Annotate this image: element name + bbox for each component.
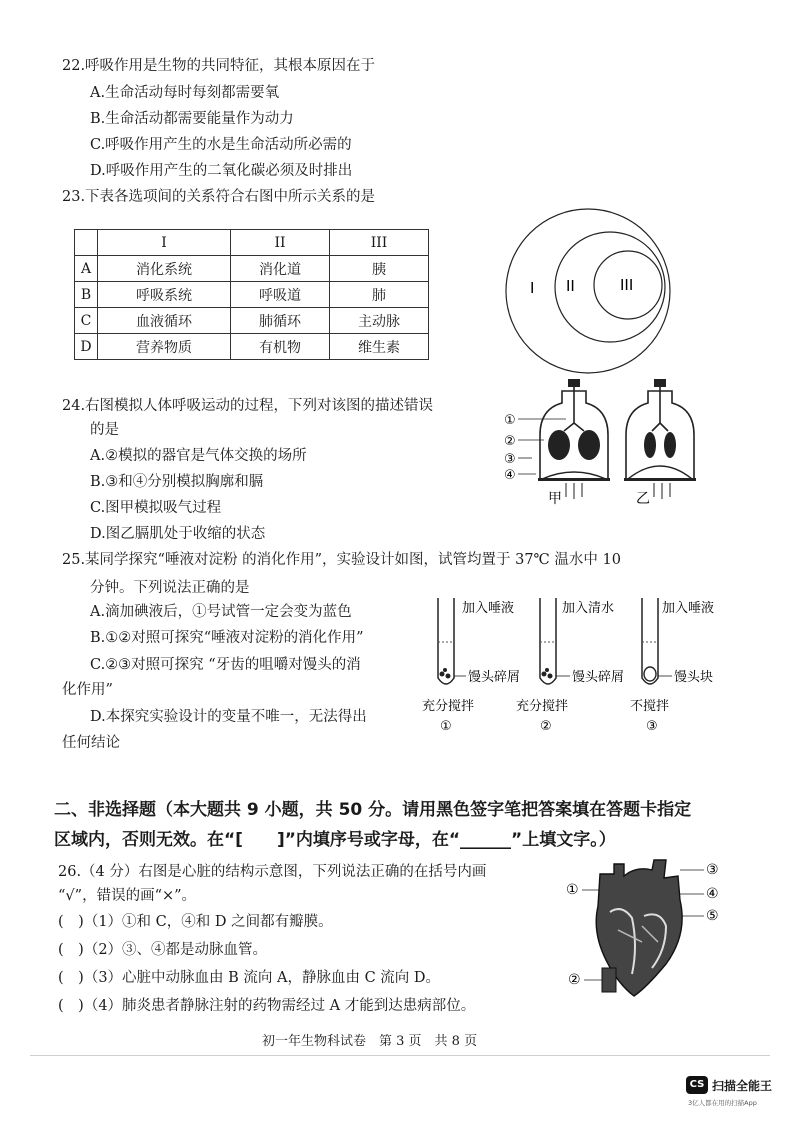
- q24-option-c: C.图甲模拟吸气过程: [90, 500, 222, 516]
- q22-option-a: A.生命活动每时每刻都需要氧: [90, 85, 280, 101]
- q26-item-4: ( )（4）肺炎患者静脉注射的药物需经过 A 才能到达患病部位。: [58, 998, 476, 1014]
- cs-logo-icon: CS: [686, 1076, 708, 1094]
- circle-label-1: I: [530, 279, 535, 297]
- q25-option-c: C.②③对照可探究 “牙齿的咀嚼对馒头的消: [90, 657, 361, 673]
- test-tubes-figure: [420, 592, 730, 742]
- tube-2-number: ②: [540, 719, 552, 734]
- figure-label-jia: 甲: [548, 491, 562, 507]
- scanner-app-name: 扫描全能王: [712, 1079, 773, 1093]
- table-cell: 主动脉: [330, 308, 429, 334]
- scanner-app-tagline: 3亿人都在用的扫描App: [688, 1099, 757, 1107]
- q26-stem-cont: “√”，错误的画“×”。: [58, 888, 197, 904]
- page-footer: 初一年生物科试卷 第 3 页 共 8 页: [262, 1034, 478, 1049]
- q26-item-3: ( )（3）心脏中动脉血由 B 流向 A，静脉血由 C 流向 D。: [58, 970, 441, 986]
- table-cell: D: [75, 334, 98, 360]
- q22-stem: 22.呼吸作用是生物的共同特征，其根本原因在于: [62, 58, 376, 74]
- heart-marker-3: ③: [706, 862, 719, 878]
- q24-option-b: B.③和④分别模拟胸廓和膈: [90, 474, 264, 490]
- footer-divider: [30, 1055, 770, 1056]
- table-header-cell: I: [98, 230, 231, 256]
- q23-table: [74, 229, 429, 360]
- table-cell: 肺: [330, 282, 429, 308]
- tube-1-side-label: 馒头碎屑: [468, 670, 521, 685]
- q25-option-b: B.①②对照可探究“唾液对淀粉的消化作用”: [90, 630, 364, 646]
- heart-marker-1: ①: [566, 882, 579, 898]
- marker-2: ②: [504, 434, 516, 449]
- table-header-row: [75, 230, 429, 256]
- table-cell: 维生素: [330, 334, 429, 360]
- heart-icon: [596, 860, 682, 996]
- heart-marker-2: ②: [568, 972, 581, 988]
- table-cell: C: [75, 308, 98, 334]
- tube-1-bottom-label: 充分搅拌: [422, 699, 475, 714]
- q25-option-a: A.滴加碘液后，①号试管一定会变为蓝色: [90, 604, 352, 620]
- table-cell: 消化系统: [98, 256, 231, 282]
- tube-2-bottom-label: 充分搅拌: [516, 699, 569, 714]
- tube-2-top-label: 加入清水: [562, 601, 615, 616]
- tube-3-top-label: 加入唾液: [662, 601, 715, 616]
- table-cell: 消化道: [231, 256, 330, 282]
- marker-3: ③: [504, 452, 516, 467]
- q25-option-d-cont: 任何结论: [62, 735, 120, 751]
- q22-option-d: D.呼吸作用产生的二氧化碳必须及时排出: [90, 163, 353, 179]
- circle-label-2: II: [566, 277, 575, 295]
- table-cell: 呼吸系统: [98, 282, 231, 308]
- circle-label-3: III: [620, 276, 634, 294]
- q25-stem: 25.某同学探究“唾液对淀粉 的消化作用”，实验设计如图，试管均置于 37℃ 温水中 10: [62, 552, 621, 568]
- table-cell: A: [75, 256, 98, 282]
- tube-1-number: ①: [440, 719, 452, 734]
- q24-stem: 24.右图模拟人体呼吸运动的过程，下列对该图的描述错误: [62, 398, 434, 414]
- section-2-title-cont: 区域内，否则无效。在“[ ]”内填序号或字母，在“______”上填文字。）: [54, 830, 616, 850]
- table-row: [75, 334, 429, 360]
- table-cell: 呼吸道: [231, 282, 330, 308]
- breathing-model-figure: [500, 375, 720, 515]
- tube-3-number: ③: [646, 719, 658, 734]
- figure-label-yi: 乙: [636, 491, 650, 507]
- table-cell: B: [75, 282, 98, 308]
- table-row: [75, 256, 429, 282]
- q22-option-b: B.生命活动都需要能量作为动力: [90, 111, 294, 127]
- heart-marker-4: ④: [706, 886, 719, 902]
- tube-3-bottom-label: 不搅拌: [630, 699, 670, 714]
- marker-1: ①: [504, 413, 516, 428]
- q26-item-2: ( )（2）③、④都是动脉血管。: [58, 942, 268, 958]
- table-header-cell: II: [231, 230, 330, 256]
- table-cell: 胰: [330, 256, 429, 282]
- tube-1-top-label: 加入唾液: [462, 601, 515, 616]
- heart-diagram: [562, 856, 732, 1006]
- q24-stem-cont: 的是: [90, 422, 119, 438]
- tube-3-side-label: 馒头块: [674, 670, 714, 685]
- table-cell: 肺循环: [231, 308, 330, 334]
- q23-stem: 23.下表各选项间的关系符合右图中所示关系的是: [62, 189, 376, 205]
- bell-jar-jia: [538, 379, 610, 499]
- q26-stem: 26.（4 分）右图是心脏的结构示意图，下列说法正确的在括号内画: [58, 864, 487, 880]
- q25-option-c-cont: 化作用”: [62, 682, 113, 698]
- q25-option-d: D.本探究实验设计的变量不唯一，无法得出: [90, 709, 367, 725]
- q25-stem-cont: 分钟。下列说法正确的是: [90, 580, 250, 596]
- table-row: [75, 282, 429, 308]
- table-cell: 有机物: [231, 334, 330, 360]
- table-header-cell: III: [330, 230, 429, 256]
- q26-item-1: ( )（1）①和 C，④和 D 之间都有瓣膜。: [58, 914, 333, 930]
- nested-circles-diagram: [500, 207, 680, 375]
- marker-4: ④: [504, 468, 516, 483]
- section-2-title: 二、非选择题（本大题共 9 小题，共 50 分。请用黑色签字笔把答案填在答题卡指定: [54, 800, 692, 820]
- table-cell: 营养物质: [98, 334, 231, 360]
- bell-jar-yi: [624, 379, 696, 499]
- q24-option-d: D.图乙膈肌处于收缩的状态: [90, 526, 266, 542]
- table-cell: 血液循环: [98, 308, 231, 334]
- table-header-cell: [75, 230, 98, 256]
- heart-marker-5: ⑤: [706, 908, 719, 924]
- q22-option-c: C.呼吸作用产生的水是生命活动所必需的: [90, 137, 352, 153]
- table-row: [75, 308, 429, 334]
- tube-2-side-label: 馒头碎屑: [572, 670, 625, 685]
- q24-option-a: A.②模拟的器官是气体交换的场所: [90, 448, 307, 464]
